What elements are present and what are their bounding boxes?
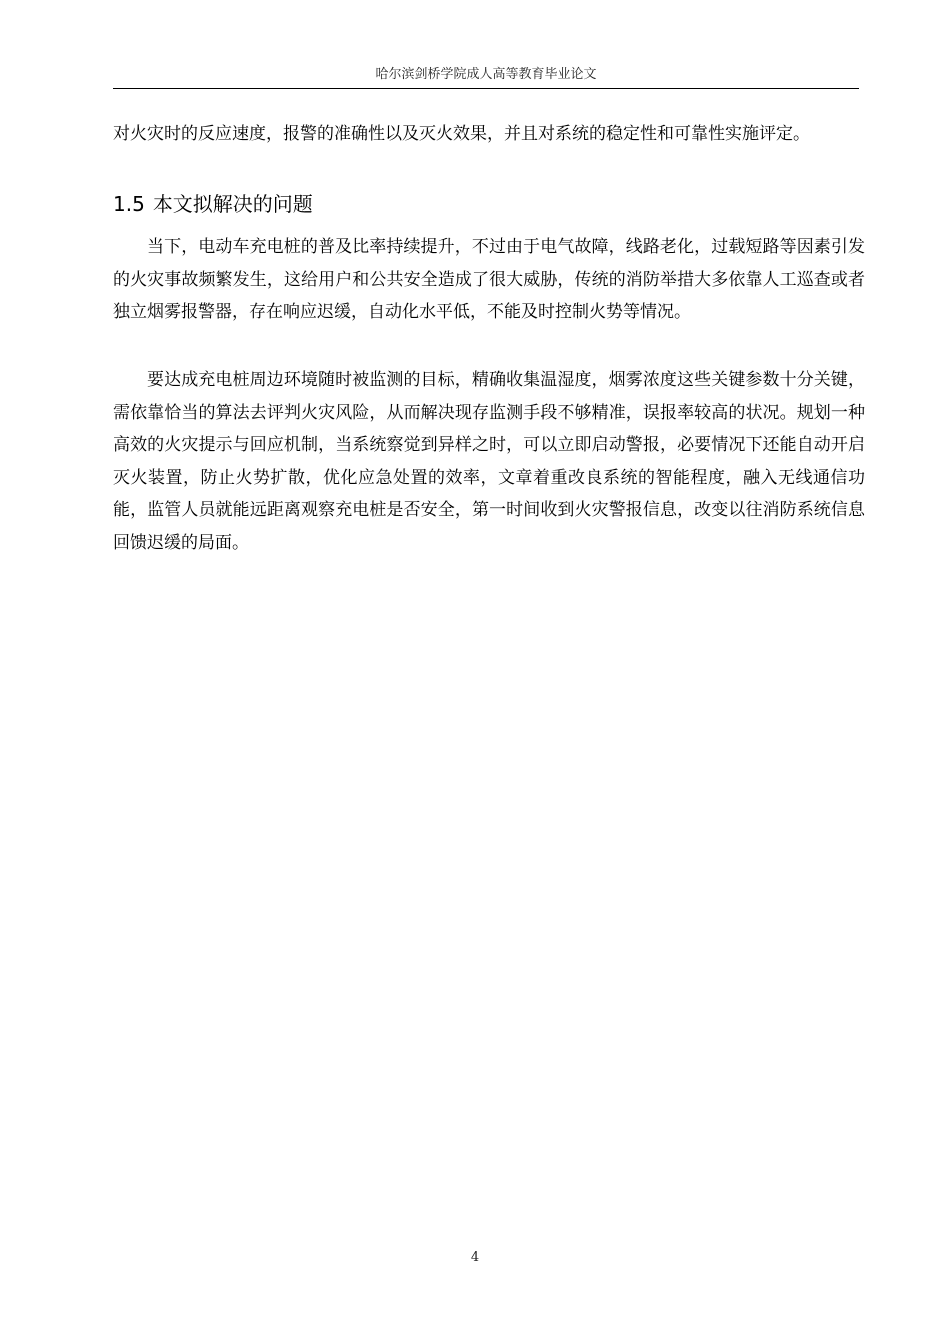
body-paragraph-1: 当下，电动车充电桩的普及比率持续提升，不过由于电气故障，线路老化，过载短路等因素引发的火灾事故频繁发生，这给用户和公共安全造成了很大威胁，传统的消防举措大多依靠人工巡查或者独立烟雾报警器，存在响应迟缓，自动化水平低，不能及时控制火势等情况。 bbox=[113, 237, 865, 322]
section-number: 1.5 bbox=[113, 192, 145, 216]
section-heading bbox=[113, 188, 313, 220]
page-number: 4 bbox=[470, 1250, 480, 1265]
section-title: 本文拟解决的问题 bbox=[152, 192, 313, 216]
body-paragraph-2: 要达成充电桩周边环境随时被监测的目标，精确收集温湿度，烟雾浓度这些关键参数十分关键，需依靠恰当的算法去评判火灾风险，从而解决现存监测手段不够精准，误报率较高的状况。规划一种高效的火灾提示与回应机制，当系统察觉到异样之时，可以立即启动警报，必要情况下还能自动开启灭火装置，防止火势扩散，优化应急处置的效率，文章着重改良系统的智能程度，融入无线通信功能，监管人员就能远距离观察充电桩是否安全，第一时间收到火灾警报信息，改变以往消防系统信息回馈迟缓的局面。 bbox=[113, 370, 865, 553]
page-header bbox=[113, 62, 859, 89]
continuation-paragraph: 对火灾时的反应速度，报警的准确性以及灭火效果，并且对系统的稳定性和可靠性实施评定。 bbox=[113, 124, 810, 144]
header-title: 哈尔滨剑桥学院成人高等教育毕业论文 bbox=[375, 67, 597, 82]
